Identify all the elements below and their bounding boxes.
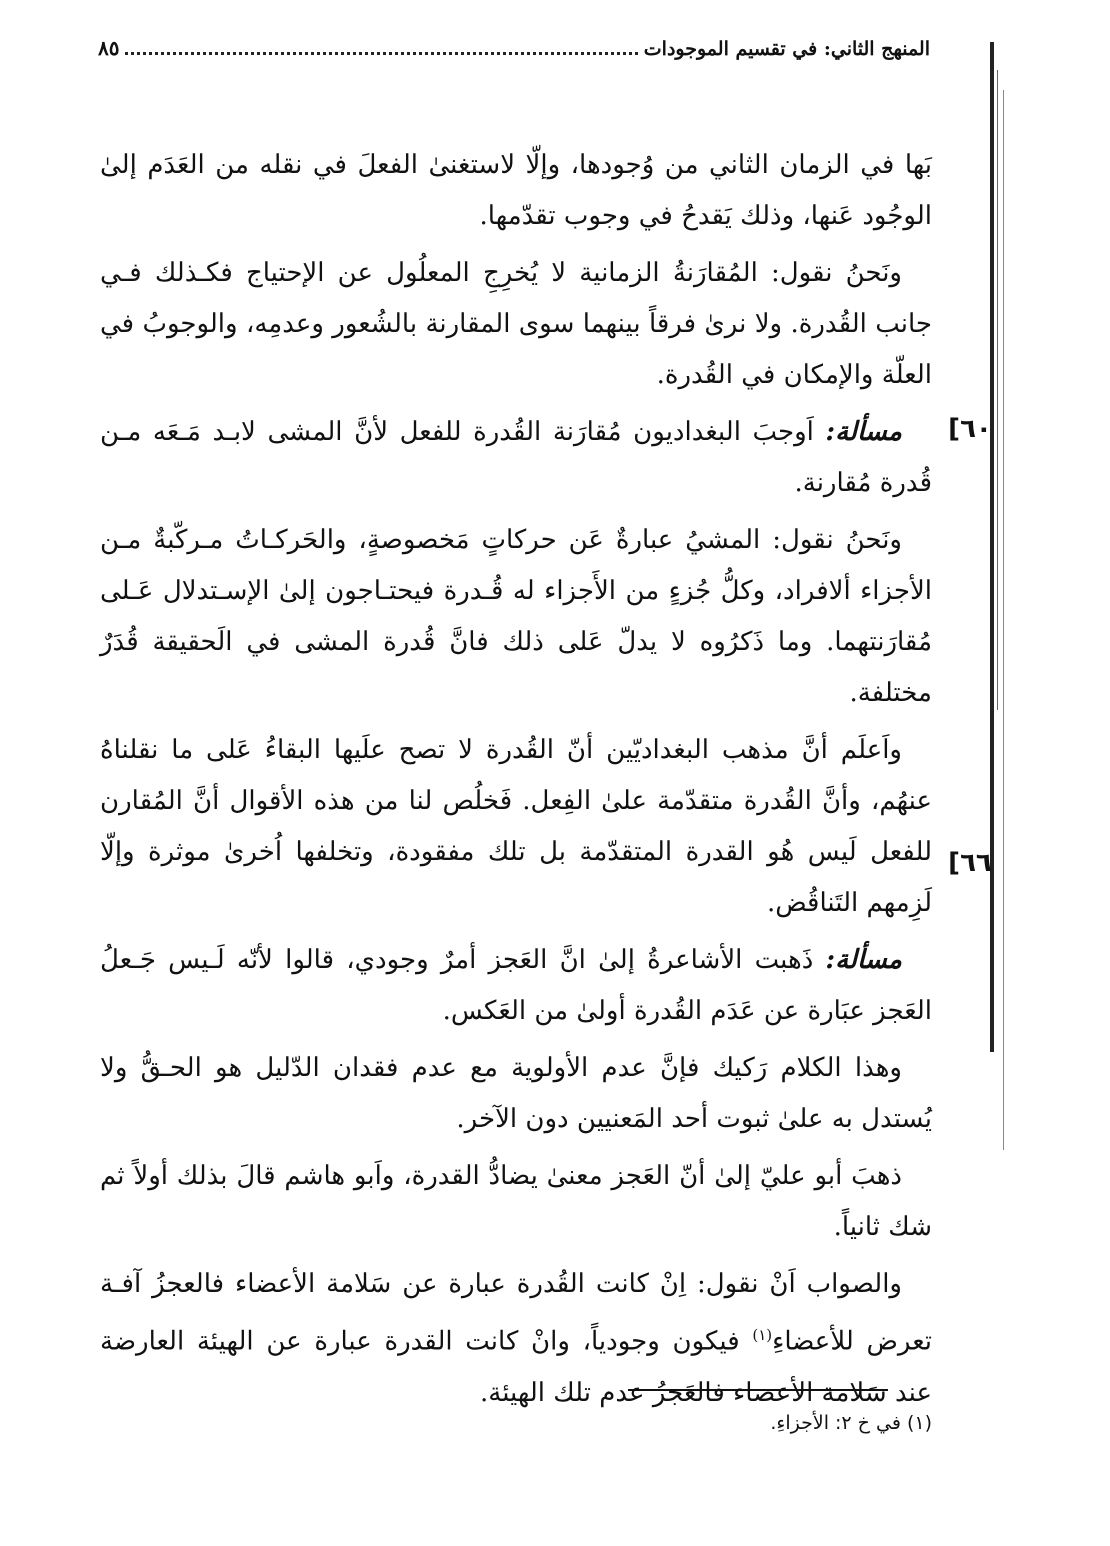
paragraph: واَعلَم أنَّ مذهب البغداديّين أنّ القُدرة لا تصح علَيها البقاءُ عَلى ما نقلناهُ عنهُم، وأنَّ القُدرة متقدّمة علىٰ الفِعل. فَخلُص لنا من هذه الأقوال أنَّ المُقارن للفعل لَيس هُو القدرة المتقدّمة بل تلك مفقودة، وتخلفها اُخرىٰ موثرة وإلّا لَزِمهم التَناقُض. [100, 735, 932, 918]
footnote: (١) في خ ٢: الأجزاءِ. [770, 1412, 932, 1434]
paragraph-text: والصواب اَنْ نقول: اِنْ كانت القُدرة عبارة عن سَلامة الأعضاء فالعجزُ آفـة تعرض للأعضاءِ [100, 1269, 933, 1357]
masala-term: مسألة: [825, 417, 902, 447]
binding-edge-line [990, 42, 994, 1052]
paragraph: ذهبَ أبو عليّ إلىٰ أنّ العَجز معنىٰ يضادُّ القدرة، واَبو هاشم قالَ بذلك أولاً ثم شك ثانياً. [100, 1161, 932, 1242]
binding-edge-line [997, 70, 998, 710]
paragraph-with-footnote [100, 1259, 932, 1419]
section-marker-66: ٦٦] [948, 848, 992, 878]
header-title: المنهج الثاني: في تقسيم الموجودات [643, 38, 930, 60]
footnote-separator [628, 1389, 888, 1391]
paragraph-text: ذَهبت الأشاعرةُ إلىٰ انَّ العَجز أمرٌ وجودي، قالوا لأنّه لَـيس جَـعلُ العَجز عبَارة عن عَدَم القُدرة أولىٰ من العَكس. [100, 945, 932, 1026]
paragraph-text: فيكون وجودياً، وانْ كانت القدرة عبارة عن الهيئة العارضة عند سَلامة الأعضاء فالعَجزُ عدم تلك الهيئة. [100, 1326, 932, 1408]
paragraph-masala-60 [100, 407, 932, 509]
page-number: ٨٥ [98, 36, 120, 60]
paragraph: بَها في الزمان الثاني من وُجودها، وإلّا لاستغنىٰ الفعلَ في نقله من العَدَم إلىٰ الوجُود عَنها، وذلك يَقدحُ في وجوب تقدّمها. [100, 150, 932, 231]
running-header [98, 36, 930, 76]
header-dot-leader [125, 38, 637, 55]
body-text [100, 140, 932, 1425]
paragraph-text: اَوجبَ البغداديون مُقارَنة القُدرة للفعل لأنَّ المشى لابـد مَـعَه مـن قُدرة مُقارنة. [100, 417, 932, 498]
paragraph: ونَحنُ نقول: المُقارَنةُ الزمانية لا يُخرِجِ المعلُول عن الإحتياج فكـذلك فـي جانب القُدرة. ولا نرىٰ فرقاً بينهما سوى المقارنة بالشُعور وعدمِه، والوجوبُ في العلّة والإمكان في القُدرة. [100, 258, 932, 390]
paragraph: ونَحنُ نقول: المشيُ عبارةٌ عَن حركاتٍ مَخصوصةٍ، والحَركـاتُ مـركّبةٌ مـن الأجزاء ألافراد، وكلُّ جُزءٍ من الأَجزاء له قُـدرة فيحتـاجون إلىٰ الإسـتدلال عَـلى مُقارَنتهما. وما ذَكرُوه لا يدلّ عَلى ذلك فانَّ قُدرة المشى في الَحقيقة قُدَرٌ مختلفة. [100, 525, 932, 708]
footnote-reference: (١) [752, 1326, 773, 1344]
paragraph: وهذا الكلام رَكيك فإنَّ عدم الأولوية مع عدم فقدان الدّليل هو الحـقُّ ولا يُستدل به علىٰ ثبوت أحد المَعنيين دون الآخر. [100, 1053, 932, 1134]
paragraph-masala-66 [100, 935, 932, 1037]
section-marker-60: ٦٠] [948, 414, 992, 444]
masala-term: مسألة: [825, 945, 902, 975]
binding-edge-line [1003, 90, 1004, 1150]
